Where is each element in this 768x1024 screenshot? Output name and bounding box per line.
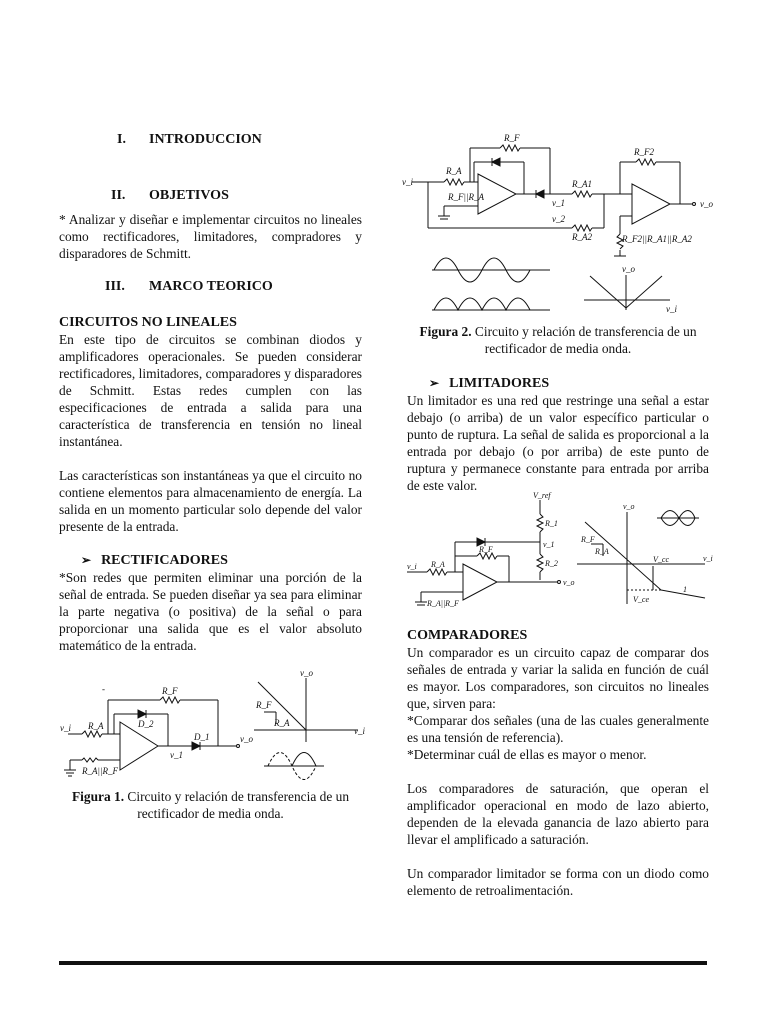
- label-r2: R_2: [545, 559, 558, 568]
- label-rpar: R_F||R_A: [448, 192, 484, 202]
- paragraph: Las características son instantáneas ya que el circuito no contiene elementos para almacenamiento de energía. La salida en un momento particular solo depende del valor presente de la entrada.: [59, 468, 362, 534]
- label-vi: v_i: [407, 562, 417, 571]
- label-vi: v_i: [60, 723, 71, 733]
- arrow-bullet-icon: ➢: [81, 553, 92, 567]
- plot-label-vi: v_i: [354, 726, 365, 736]
- plot-label-rf: R_F: [256, 700, 272, 710]
- label-ra: R_A: [88, 721, 104, 731]
- label-rpar: R_A||R_F: [82, 766, 118, 776]
- objetivos-text: * Analizar y diseñar e implementar circuitos no lineales como rectificadores, limitadores, compradores y disparadores de Schmitt.: [59, 212, 362, 261]
- label-r1: R_1: [545, 519, 558, 528]
- label-v1: v_1: [170, 750, 183, 760]
- section-title: MARCO TEORICO: [149, 279, 273, 294]
- limitadores-block: [407, 375, 709, 494]
- label-rpar2: R_F2||R_A1||R_A2: [622, 234, 692, 244]
- label-d2: D_2: [138, 719, 154, 729]
- subsection-title: RECTIFICADORES: [101, 553, 228, 568]
- subsection-heading: CIRCUITOS NO LINEALES: [59, 315, 237, 330]
- subsection-heading-limitadores: [407, 375, 709, 392]
- label-v2: v_2: [552, 214, 565, 224]
- label-rf: R_F: [479, 545, 493, 554]
- plot-label-ra: R_A: [595, 547, 609, 556]
- plot-label-vce: V_ce: [633, 595, 649, 604]
- subsection-heading: COMPARADORES: [407, 628, 528, 643]
- label-vref: V_ref: [533, 491, 551, 500]
- paragraph: Los comparadores de saturación, que operan el amplificador operacional en modo de lazo abierto, dependen de la elevada ganancia de lazo abierto para llevar el amplificado a saturación.: [407, 781, 709, 847]
- paragraph: *Son redes que permiten eliminar una porción de la señal de entrada. Se pueden diseñar ya sea para eliminar la parte negativa (o positiva) de la señal o para proporcionar una salida que es el valor absoluto matemático de la entrada.: [59, 570, 362, 653]
- plot-label-vo: v_o: [623, 502, 635, 511]
- label-vo: v_o: [700, 199, 713, 209]
- section-number: II.: [111, 188, 126, 203]
- paragraph: En este tipo de circuitos se combinan diodos y amplificadores operacionales. Se pueden considerar rectificadores, limitadores, comparadores y disparadores de Schmitt. Estas redes cumplen con las especificaciones de entrada a salida para una característica de transferencia en tensión no lineal instantánea.: [59, 332, 362, 449]
- paragraph: *Comparar dos señales (una de las cuales generalmente es una tensión de referencia).: [407, 713, 709, 745]
- section-title: OBJETIVOS: [149, 188, 229, 203]
- label-vi: v_i: [402, 177, 413, 187]
- figure-2-circuit-diagram: [400, 130, 720, 320]
- plot-label-vo: v_o: [622, 264, 635, 274]
- figure-3-limiter-diagram: [405, 492, 715, 612]
- label-vo: v_o: [563, 578, 575, 587]
- figure-label: Figura 1.: [71, 789, 125, 804]
- section-number: I.: [117, 132, 126, 147]
- figure-caption-text: Circuito y relación de transferencia de un rectificador de media onda.: [127, 789, 350, 821]
- label-v1: v_1: [543, 540, 555, 549]
- plot-label-vcc: V_cc: [653, 555, 669, 564]
- comparadores-block: [407, 627, 709, 899]
- label-v1: v_1: [552, 198, 565, 208]
- figure-label: Figura 2.: [419, 324, 472, 339]
- label-rf: R_F: [162, 686, 178, 696]
- section-number: III.: [105, 279, 125, 294]
- label-d1: D_1: [194, 732, 210, 742]
- figure-1-circuit-diagram: [58, 670, 368, 785]
- section-title: INTRODUCCION: [149, 132, 262, 147]
- figure-caption-text: Circuito y relación de transferencia de un rectificador de media onda.: [474, 324, 697, 356]
- label-ra: R_A: [431, 560, 445, 569]
- plot-label-vo: v_o: [300, 668, 313, 678]
- label-ra2: R_A2: [572, 232, 592, 242]
- subsection-heading-rectificadores: [59, 552, 362, 569]
- paragraph: Un limitador es una red que restringe una señal a estar debajo (o arriba) de un valor específico particular o punto de ruptura. La señal de salida es proporcional a la entrada por debajo (o por arriba) de este punto de ruptura y permanece constante para entrada por arriba de este valor.: [407, 393, 709, 493]
- subsection-title: LIMITADORES: [449, 376, 550, 391]
- label-rf: R_F: [504, 133, 520, 143]
- plot-label-vi: v_i: [666, 304, 677, 314]
- figure-2-caption: [407, 323, 709, 357]
- label-vo: v_o: [240, 734, 253, 744]
- plot-label-rf: R_F: [581, 535, 595, 544]
- label-ra: R_A: [446, 166, 462, 176]
- circuitos-no-lineales-block: [59, 314, 362, 654]
- section-heading-marco-teorico: [105, 279, 273, 295]
- paragraph: *Determinar cuál de ellas es mayor o menor.: [407, 747, 647, 762]
- section-heading-introduccion: [117, 132, 262, 148]
- plot-label-vi: v_i: [703, 554, 713, 563]
- plot-label-one: 1: [683, 585, 687, 594]
- label-rf2: R_F2: [634, 147, 654, 157]
- section-heading-objetivos: [111, 188, 229, 204]
- figure-1-caption: [59, 788, 362, 822]
- footer-rule: [59, 961, 707, 965]
- plot-label-ra: R_A: [274, 718, 290, 728]
- label-rpar: R_A||R_F: [427, 599, 459, 608]
- label-dash: -: [102, 684, 105, 694]
- paragraph: Un comparador es un circuito capaz de comparar dos señales de entrada y variar la salida en función de cuál es mayor. Los comparadores, son circuitos no lineales que, sirven para:: [407, 645, 709, 711]
- paragraph: Un comparador limitador se forma con un diodo como elemento de retroalimentación.: [407, 866, 709, 898]
- arrow-bullet-icon: ➢: [429, 376, 440, 390]
- label-ra1: R_A1: [572, 179, 592, 189]
